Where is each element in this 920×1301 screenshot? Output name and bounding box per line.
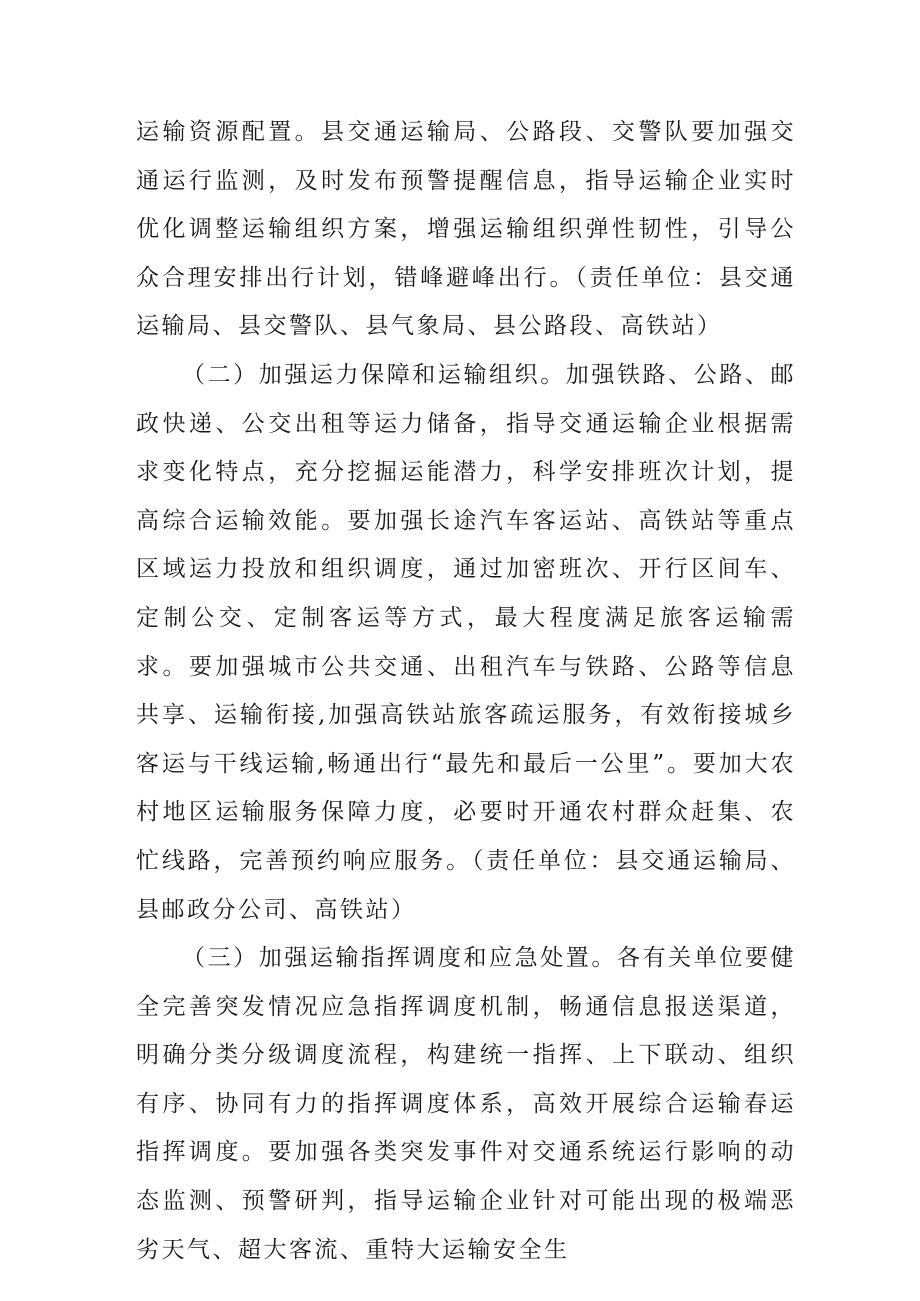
document-body (136, 108, 796, 1274)
paragraph-transport-resources: 运输资源配置。县交通运输局、公路段、交警队要加强交通运行监测，及时发布预警提醒信息，指导运输企业实时优化调整运输组织方案，增强运输组织弹性韧性，引导公众合理安排出行计划，错峰避峰出行。（责任单位：县交通运输局、县交警队、县气象局、县公路段、高铁站） (136, 119, 796, 340)
paragraph-capacity-guarantee: （二）加强运力保障和运输组织。加强铁路、公路、邮政快递、公交出租等运力储备，指导交通运输企业根据需求变化特点，充分挖掘运能潜力，科学安排班次计划，提高综合运输效能。要加强长途汽车客运站、高铁站等重点区域运力投放和组织调度，通过加密班次、开行区间车、定制公交、定制客运等方式，最大程度满足旅客运输需求。要加强城市公共交通、出租汽车与铁路、公路等信息共享、运输衔接,加强高铁站旅客疏运服务，有效衔接城乡客运与干线运输,畅通出行“最先和最后一公里”。要加大农村地区运输服务保障力度，必要时开通农村群众赶集、农忙线路，完善预约响应服务。（责任单位：县交通运输局、县邮政分公司、高铁站） (136, 361, 796, 923)
paragraph-command-dispatch: （三）加强运输指挥调度和应急处置。各有关单位要健全完善突发情况应急指挥调度机制，畅通信息报送渠道，明确分类分级调度流程，构建统一指挥、上下联动、组织有序、协同有力的指挥调度体系，高效开展综合运输春运指挥调度。要加强各类突发事件对交通系统运行影响的动态监测、预警研判，指导运输企业针对可能出现的极端恶劣天气、超大客流、重特大运输安全生 (136, 945, 796, 1263)
